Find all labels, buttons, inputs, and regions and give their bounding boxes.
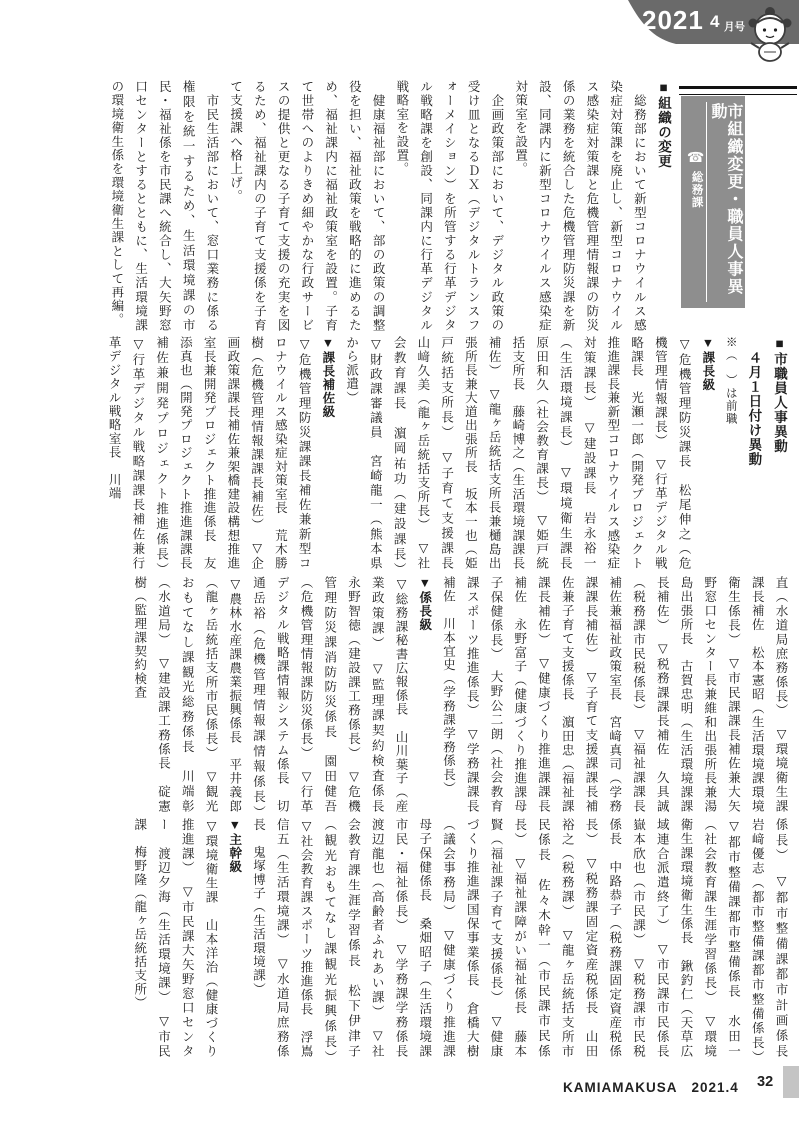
article-title: 市組織変更・職員人事異動 [709, 103, 742, 296]
org-change-section [56, 80, 676, 332]
rank-heading-shukan: ▼主幹級 [227, 818, 242, 874]
personnel-entries: 直（水道局庶務係長） ▽環境衛生課課長補佐 松本憲昭（生活環境課環境衛生係長） ▽市民課課長補佐兼大矢野窓口センター長兼維和出張所長兼湯島出張所長 古賀忠明（生活環境課課長補佐） ▽税務課課長補佐 久具誠（税務課市民税係長） ▽福祉課課長補佐兼福祉政策室長 宮﨑真司（学務課課長補佐） ▽子育て支援課課長補佐兼子育て支援係長 濵田忠（福祉課課長補佐） ▽健康づくり推進課課長補佐 永野富子（健康づくり推進課母子保健係長） 大野公二朗（社会教育課スポーツ推進係長） ▽学務課課長補佐 川本宜史（学務課学務係長） [441, 576, 788, 813]
phone-icon: ☎ [688, 150, 705, 167]
personnel-heading: ■市職員人事異動 [772, 336, 787, 454]
personnel-band-2 [56, 576, 792, 813]
masthead [681, 96, 745, 308]
footer-journal-name: KAMIAMAKUSA 2021.4 [563, 1080, 739, 1095]
banner-issue-number: 4 [710, 12, 720, 31]
mascot-illustration [743, 3, 797, 63]
department-name: 総務課 [690, 171, 703, 209]
org-change-paragraph: 総務部において新型コロナウイルス感染症対策課を廃止し、新型コロナウイルス感染症対策課と危機管理情報課の防災係の業務を統合した危機管理防災課を新設、同課内に新型コロナウイルス感染症対策室を設置。 [513, 80, 647, 332]
personnel-entries: ▽危機管理防災課長 松尾伸之（危機管理情報課長） ▽行革デジタル戦略課長 光瀬一郎（開発プロジェクト推進課長兼新型コロナウイルス感染症対策課長） ▽建設課長 岩永裕一（生活環境課長） ▽環境衛生課長 原田和久（社会教育課長） ▽姫戸統括支所長 藤崎博之（生活環境課課長補佐） ▽龍ヶ岳統括支所長兼樋島出張所長兼大道出張所長 坂本一也（姫戸統括支所長） ▽子育て支援課長 山﨑久美（龍ヶ岳統括支所長） ▽社会教育課長 濵岡祐功（建設課長） ▽財政課審議員 宮崎龍一（熊本県から派遣） [344, 336, 692, 570]
personnel-band-3 [56, 818, 792, 1058]
footer-edge-bar [783, 1066, 799, 1098]
org-change-heading: ■組織の変更 [656, 80, 671, 169]
personnel-date-line: ４月１日付け異動 [746, 336, 762, 467]
department-label [683, 150, 710, 300]
personnel-band-1 [56, 336, 792, 570]
org-change-paragraph: 健康福祉部において、部の政策の調整役を担い、福祉政策を戦略的に進めるため、福祉課内に福祉政策室を設置。子育て世帯へのよりきめ細やかな行政サービスの提供と更なる子育て支援の充実を図るため、福祉課内の子育て支援係を子育て支援課へ格上げ。 [228, 80, 386, 332]
org-change-paragraph: 市民生活部において、窓口業務に係る権限を統一するため、生活環境課の市民・福祉係を市民課へ統合し、大矢野窓口センターとするとともに、生活環境課の環境衛生係を環境衛生課として再編。 [109, 80, 219, 332]
personnel-entries: 係長） ▽都市整備課都市計画係長 岩﨑優志（都市整備課都市整備係長） ▽都市整備課都市整備係長 水田一（社会教育課生涯学習係長） ▽環境衛生課環境衛生係長 鍬釣仁（天草広域連合派遣終了） ▽市民課市民係長 嶽本欣也（市民課） ▽税務課市民税係長 中路恭子（税務課固定資産税係長） ▽税務課固定資産税係長 山田裕之（税務課） ▽龍ヶ岳統括支所市民係長 佐々木幹一（市民課市民係長） ▽福祉課障がい福祉係長 藤本賢（福祉課子育て支援係長） ▽健康づくり推進課国保事業係長 倉橋大樹（議会事務局） ▽健康づくり推進課母子保健係長 桑畑昭子（生活環境課市民・福祉係長） ▽学務課学務係長 渡辺龍也（高齢者ふれあい課） ▽社会教育課生涯学習係長 松下伊津子（観光おもてなし課観光振興係長） ▽社会教育課スポーツ推進係長 浮嶌信五（生活環境課） ▽水道局庶務係長 鬼塚博子（生活環境課） [251, 818, 788, 1058]
masthead-rule [679, 86, 797, 95]
page-number: 32 [757, 1074, 774, 1090]
banner-year: 2021 [642, 5, 704, 35]
banner-issue-suffix: 月号 [724, 21, 745, 33]
personnel-entries: ▽総務課秘書広報係長 山川葉子（産業政策課） ▽監理課契約検査係長 永野智徳（建設課工務係長） ▽危機管理防災課消防防災係長 園田健吾（危機管理情報課防災係長） ▽行革デジタル戦略課情報システム係長 切通岳裕（危機管理情報課情報係長） ▽農林水産課農業振興係長 平井義郎（龍ヶ岳統括支所市民係長） ▽観光おもてなし課観光総務係長 川端彰（水道局） ▽建設課工務係長 碇憲樹（監理課契約検査 [132, 576, 408, 813]
personnel-note: ※（ ）は前職 [724, 336, 737, 425]
rank-heading-kakaricho: ▼係長級 [417, 576, 432, 632]
personnel-entries: ▽危機管理防災課課長補佐兼新型コロナウイルス感染症対策室長 荒木勝樹（危機管理情報課課長補佐） ▽企画政策課課長補佐兼架橋建設構想推進室長兼開発プロジェクト推進係長 友添真也（開発プロジェクト推進課課長補佐兼開発プロジェクト推進係長） ▽行革デジタル戦略課課長補佐兼行革デジタル戦略室長 川端 [107, 336, 312, 570]
org-change-paragraph: 企画政策部において、デジタル政策の受け皿となるＤＸ（デジタルトランスフォーメイション）を所管する行革デジタル戦略課を創設、同課内に行革デジタル戦略室を設置。 [394, 80, 504, 332]
rank-heading-kachohosa: ▼課長補佐級 [320, 336, 335, 419]
personnel-entries: ▽環境衛生課 山本洋治（健康づくり推進課） ▽市民課大矢野窓口センター 渡辺夕海（生活環境課） ▽市民課 梅野隆（龍ヶ岳統括支所） [132, 818, 218, 1058]
rank-heading-kacho: ▼課長級 [700, 336, 715, 392]
